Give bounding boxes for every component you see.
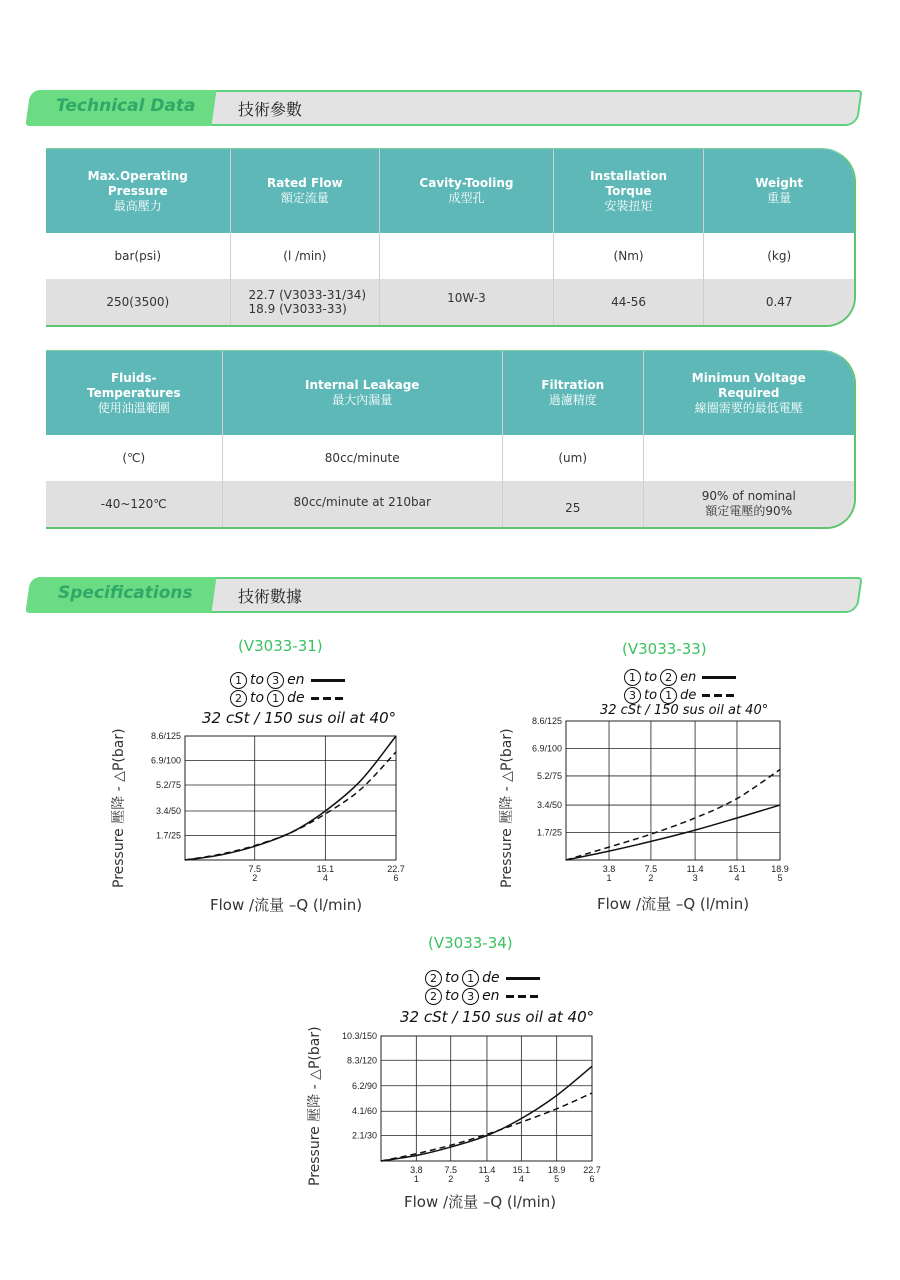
y-tick-label: 1.7/25	[536, 827, 562, 838]
chart-ylabel-31: Pressure 壓降 - △P(bar)	[111, 728, 127, 888]
unit-leakage: 80cc/minute	[223, 435, 503, 481]
legend-dashed-line	[702, 694, 736, 697]
header-cavity: Cavity-Tooling 成型孔	[380, 149, 554, 233]
chart-condition-33: 32 cSt / 150 sus oil at 40°	[600, 703, 769, 718]
x-tick-label-secondary: 6	[589, 1174, 595, 1184]
header-max-pressure: Max.Operating Pressure 最高壓力	[46, 149, 231, 233]
value-weight: 0.47	[704, 279, 854, 325]
chart-xlabel-34: Flow /流量 –Q (l/min)	[404, 1193, 557, 1211]
y-tick-label: 6.9/100	[150, 755, 181, 766]
header-fluid-temp: Fluids- Temperatures 使用油溫範圍	[46, 351, 223, 435]
x-tick-label: 11.4	[686, 864, 704, 874]
x-tick-label: 15.1	[512, 1165, 531, 1175]
series-line-solid	[185, 736, 396, 860]
x-tick-label: 3.8	[602, 864, 616, 874]
y-tick-label: 6.2/90	[351, 1080, 377, 1091]
header-filtration: Filtration 過濾精度	[503, 351, 644, 435]
series-line-solid	[381, 1066, 592, 1161]
chart-xlabel-31: Flow /流量 –Q (l/min)	[210, 896, 363, 914]
series-line-dashed	[185, 752, 396, 860]
x-tick-label-secondary: 2	[448, 1174, 454, 1184]
chart-ylabel-33: Pressure 壓降 - △P(bar)	[499, 728, 515, 888]
chart-title-31: (V3033-31)	[238, 637, 323, 655]
y-tick-label: 10.3/150	[341, 1031, 377, 1041]
y-tick-label: 3.4/50	[155, 805, 181, 816]
y-tick-label: 1.7/25	[155, 830, 181, 841]
y-tick-label: 8.6/125	[531, 716, 562, 726]
chart-condition-31: 32 cSt / 150 sus oil at 40°	[202, 709, 397, 727]
value-filtration: 25	[503, 481, 644, 527]
x-tick-label-secondary: 3	[484, 1174, 490, 1184]
x-tick-label-secondary: 2	[252, 873, 258, 883]
x-tick-label-secondary: 5	[777, 873, 783, 883]
y-tick-label: 5.2/75	[155, 780, 181, 791]
x-tick-label-secondary: 2	[648, 873, 654, 883]
x-tick-label-secondary: 4	[734, 873, 740, 883]
header-leakage: Internal Leakage 最大內漏量	[223, 351, 503, 435]
legend-dashed-line	[506, 995, 540, 998]
x-tick-label-secondary: 4	[518, 1174, 524, 1184]
x-tick-label-secondary: 3	[692, 873, 698, 883]
x-tick-label: 3.8	[410, 1165, 423, 1175]
chart-title-33: (V3033-33)	[622, 640, 707, 658]
y-tick-label: 5.2/75	[536, 770, 562, 781]
chart-legend-31: 1 to 3 en 2 to 1 de	[227, 671, 345, 707]
x-tick-label: 15.1	[728, 864, 746, 874]
x-tick-label-secondary: 4	[322, 873, 328, 883]
banner-title-en: Technical Data	[56, 96, 196, 116]
plot-frame	[381, 1036, 592, 1161]
y-tick-label: 8.3/120	[346, 1055, 377, 1066]
x-tick-label: 7.5	[644, 864, 658, 874]
series-line-dashed	[381, 1093, 592, 1161]
chart-condition-34: 32 cSt / 150 sus oil at 40°	[400, 1008, 595, 1026]
x-tick-label: 22.7	[387, 864, 405, 874]
x-tick-label: 22.7	[583, 1165, 601, 1175]
value-voltage: 90% of nominal 額定電壓的90%	[644, 481, 854, 527]
unit-pressure: bar(psi)	[46, 233, 231, 279]
plot-frame	[566, 721, 780, 860]
unit-temp: (℃)	[46, 435, 223, 481]
legend-solid-line	[702, 676, 736, 679]
y-tick-label: 8.6/125	[150, 731, 181, 741]
value-flow: 22.7 (V3033-31/34) 18.9 (V3033-33)	[231, 279, 381, 325]
banner-title-zh: 技術數據	[238, 587, 303, 606]
y-tick-label: 6.9/100	[531, 743, 562, 754]
value-cavity: 10W-3	[380, 279, 554, 325]
x-tick-label-secondary: 1	[606, 873, 612, 883]
value-temp: -40~120℃	[46, 481, 223, 527]
header-rated-flow: Rated Flow 額定流量	[231, 149, 381, 233]
x-tick-label-secondary: 6	[393, 873, 399, 883]
x-tick-label: 15.1	[316, 864, 335, 874]
plot-frame	[185, 736, 396, 860]
unit-flow: (l /min)	[231, 233, 381, 279]
value-leakage: 80cc/minute at 210bar	[223, 481, 503, 527]
banner-title-en: Specifications	[58, 583, 193, 603]
unit-weight: (kg)	[704, 233, 854, 279]
unit-filtration: (um)	[503, 435, 644, 481]
x-tick-label-secondary: 1	[413, 1174, 419, 1184]
y-tick-label: 2.1/30	[351, 1130, 377, 1141]
header-torque: Installation Torque 安裝扭矩	[554, 149, 705, 233]
header-weight: Weight 重量	[704, 149, 854, 233]
x-tick-label: 18.9	[771, 864, 789, 874]
banner-title-zh: 技術參數	[238, 100, 303, 119]
legend-solid-line	[506, 977, 540, 980]
chart-legend-33: 1 to 2 en 3 to 1 de	[621, 668, 736, 704]
y-tick-label: 4.1/60	[351, 1106, 377, 1117]
unit-torque: (Nm)	[554, 233, 705, 279]
x-tick-label: 18.9	[547, 1165, 566, 1175]
x-tick-label: 11.4	[478, 1165, 496, 1175]
value-pressure: 250(3500)	[46, 279, 231, 325]
x-tick-label: 7.5	[444, 1165, 457, 1175]
header-min-voltage: Minimun Voltage Required 線圈需要的最低電壓	[644, 351, 854, 435]
x-tick-label-secondary: 5	[554, 1174, 560, 1184]
value-torque: 44-56	[554, 279, 705, 325]
chart-title-34: (V3033-34)	[428, 934, 513, 952]
chart-ylabel-34: Pressure 壓降 - △P(bar)	[307, 1026, 323, 1186]
chart-legend-34: 2 to 1 de 2 to 3 en	[422, 969, 540, 1005]
chart-xlabel-33: Flow /流量 –Q (l/min)	[597, 895, 750, 913]
x-tick-label: 7.5	[248, 864, 261, 874]
y-tick-label: 3.4/50	[536, 800, 562, 811]
